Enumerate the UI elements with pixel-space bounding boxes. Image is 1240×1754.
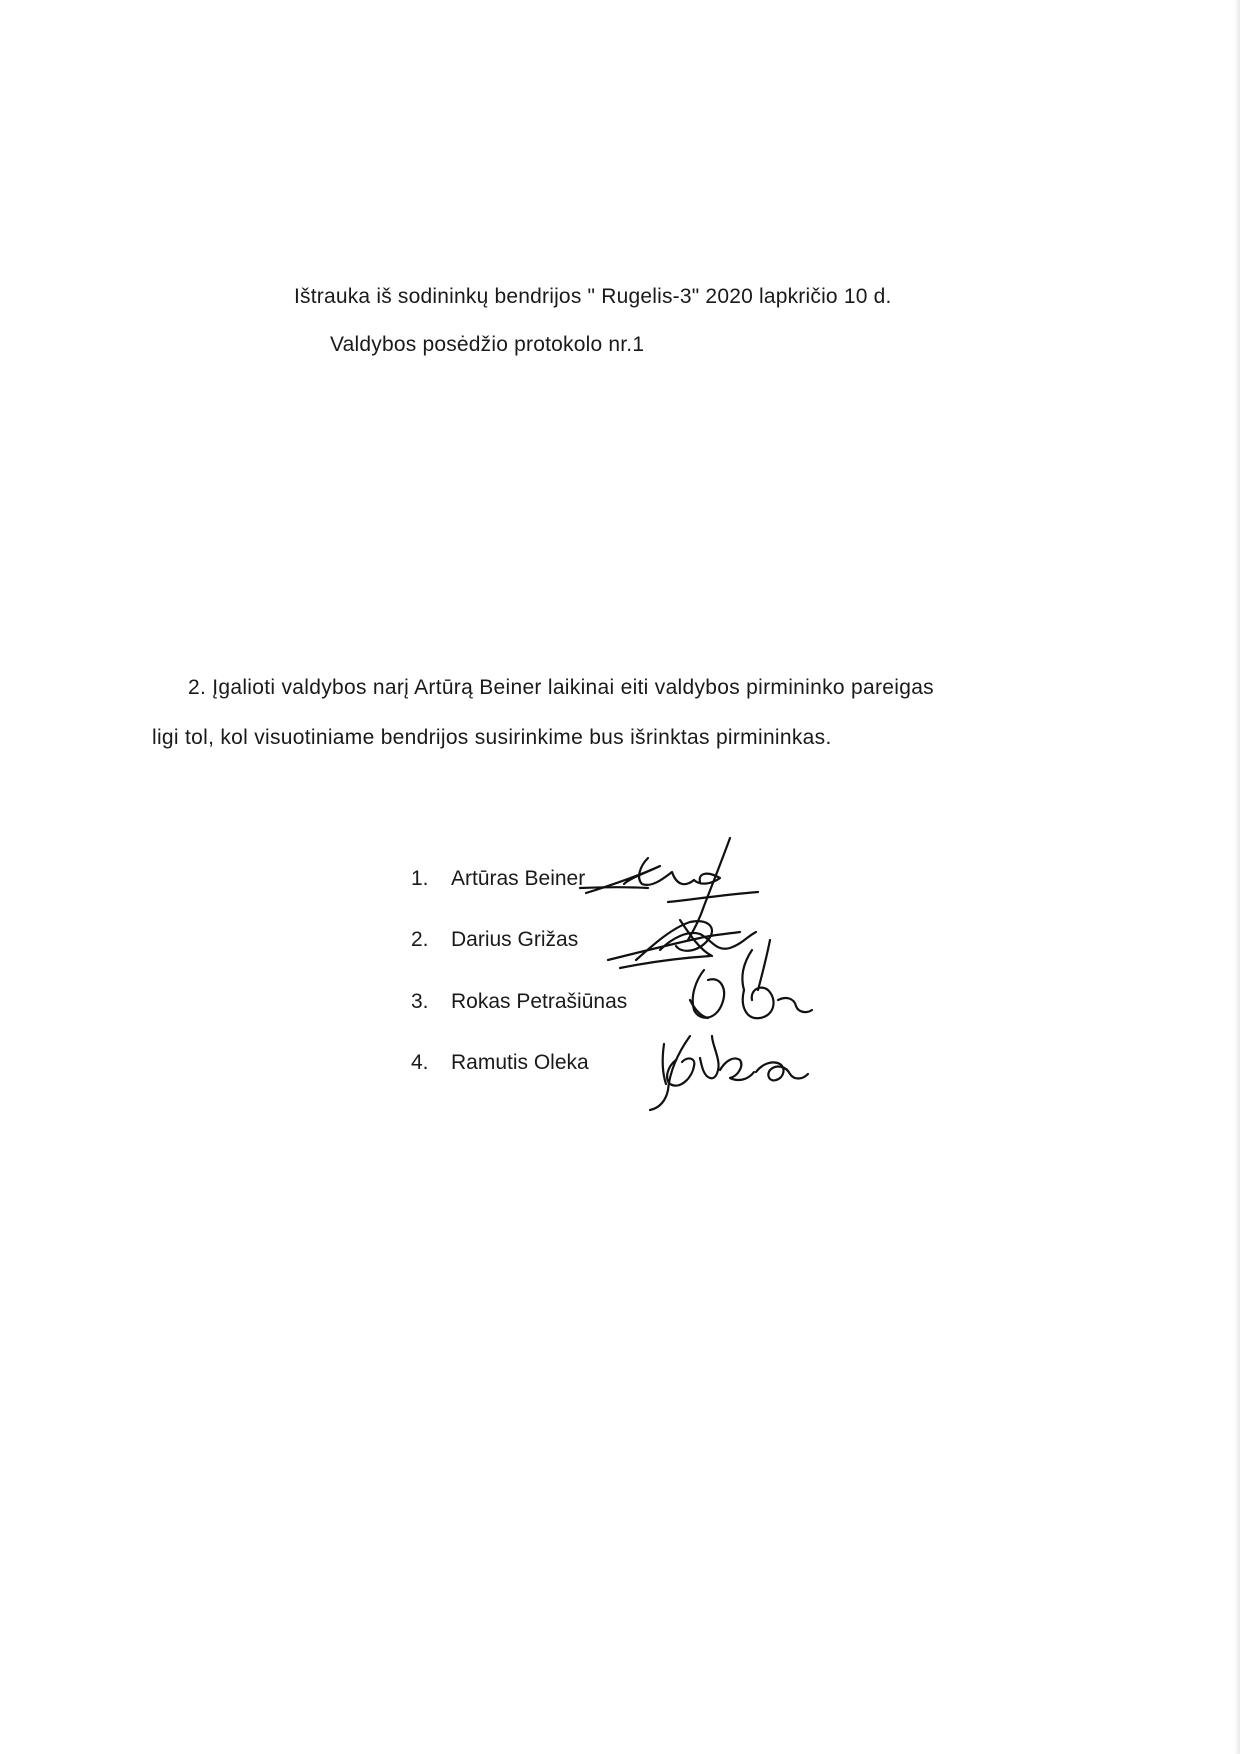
signature-beiner bbox=[580, 838, 758, 940]
resolution-text-line-2: ligi tol, kol visuotiniame bendrijos susirinkime bus išrinktas pirmininkas. bbox=[152, 726, 832, 749]
signer-name: Darius Grižas bbox=[451, 928, 579, 951]
signer-name: Rokas Petrašiūnas bbox=[451, 990, 628, 1013]
signature-grizas bbox=[608, 920, 756, 968]
document-title: Ištrauka iš sodininkų bendrijos " Rugelis-3" 2020 lapkričio 10 d. bbox=[294, 285, 892, 308]
page-edge-shadow bbox=[1234, 0, 1240, 1754]
signer-name: Ramutis Oleka bbox=[451, 1051, 589, 1074]
signer-number: 3. bbox=[411, 990, 429, 1013]
signature-petrasiunas bbox=[690, 940, 812, 1018]
document-subtitle: Valdybos posėdžio protokolo nr.1 bbox=[330, 333, 645, 356]
signer-name: Artūras Beiner bbox=[451, 867, 586, 890]
signer-item bbox=[411, 928, 578, 952]
resolution-text-line-1: 2. Įgalioti valdybos narį Artūrą Beiner laikinai eiti valdybos pirmininko pareigas bbox=[188, 676, 934, 699]
signer-item bbox=[411, 990, 627, 1014]
signer-number: 2. bbox=[411, 928, 429, 951]
signature-oleka bbox=[650, 1036, 808, 1110]
signer-item bbox=[411, 867, 585, 891]
signer-number: 1. bbox=[411, 867, 429, 890]
signer-item bbox=[411, 1051, 589, 1075]
signer-number: 4. bbox=[411, 1051, 429, 1074]
